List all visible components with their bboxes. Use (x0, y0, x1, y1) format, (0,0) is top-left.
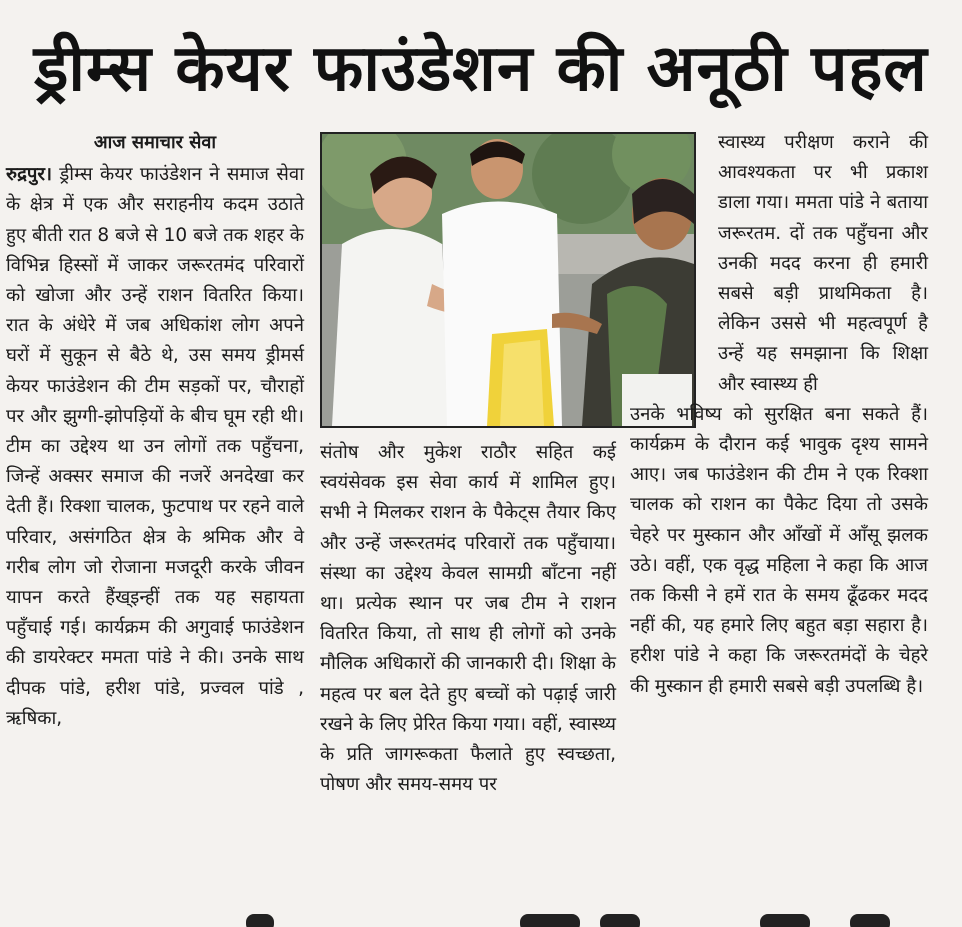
headline: ड्रीम्स केयर फाउंडेशन की अनूठी पहल (34, 32, 928, 106)
article-column-3 (630, 128, 928, 702)
article-column-2 (320, 438, 616, 800)
column-1-body: ड्रीम्स केयर फाउंडेशन ने समाज सेवा के क्षेत्र में एक और सराहनीय कदम उठाते हुए बीती रात 8 बजे से 10 बजे तक शहर के विभिन्न हिस्सों में जाकर जरूरतमंद परिवारों को खोजा और उन्हें राशन वितरित किया। रात के अंधेरे में जब अधिकांश लोग अपने घरों में सुकून से बैठे थे, उस समय ड्रीमर्स केयर फाउंडेशन की टीम सड़कों पर, चौराहों पर और झुग्गी-झोपड़ियों के बीच घूम रही थी। टीम का उद्देश्य था उन लोगों तक पहुँचना, जिन्हें अक्सर समाज की नजरें अनदेखा कर देती हैं। रिक्शा चालक, फुटपाथ पर रहने वाले परिवार, असंगठित क्षेत्र के श्रमिक और वे गरीब लोग जो रोजाना मजदूरी करके जीवन यापन करते हैंख्इन्हीं तक यह सहायता पहुँचाई गई। कार्यक्रम की अगुवाई फाउंडेशन की डायरेक्टर ममता पांडे ने की। उनके साथ दीपक पांडे, हरीश पांडे, प्रज्वल पांडे , ऋषिका, (6, 164, 304, 729)
column-3-bottom-text: उनके भविष्य को सुरक्षित बना सकते हैं। कार्यक्रम के दौरान कई भावुक दृश्य सामने आए। जब फाउंडेशन की टीम ने एक रिक्शा चालक को राशन का पैकेट दिया तो उसके चेहरे पर मुस्कान और आँखों में आँसू झलक उठे। वहीं, एक वृद्ध महिला ने कहा कि आज तक किसी ने हमें रात के समय ढूँढकर मदद नहीं की, यह हमारे लिए बहुत बड़ा सहारा है। हरीश पांडे ने कहा कि जरूरतमंदों के चेहरे की मुस्कान ही हमारी सबसे बड़ी उपलब्धि है। (630, 403, 928, 697)
next-headline-fragment (0, 906, 962, 927)
dateline: रुद्रपुर। (6, 164, 52, 186)
column-1-text (6, 160, 304, 734)
byline: आज समाचार सेवा (93, 132, 217, 153)
article-column-1 (6, 128, 304, 734)
column-2-text: संतोष और मुकेश राठौर सहित कई स्वयंसेवक इस सेवा कार्य में शामिल हुए। सभी ने मिलकर राशन के पैकेट्स तैयार किए और उन्हें जरूरतमंद परिवारों तक पहुँचाया। संस्था का उद्देश्य केवल सामग्री बाँटना नहीं था। प्रत्येक स्थान पर जब टीम ने राशन वितरित किया, तो साथ ही लोगों को उनके मौलिक अधिकारों की जानकारी दी। शिक्षा के महत्व पर बल देते हुए बच्चों को पढ़ाई जारी रखने के लिए प्रेरित किया गया। वहीं, स्वास्थ्य के प्रति जागरूकता फैलाते हुए स्वच्छता, पोषण और समय-समय पर (320, 442, 616, 796)
column-3-top-text: स्वास्थ्य परीक्षण कराने की आवश्यकता पर भी प्रकाश डाला गया। ममता पांडे ने बताया जरूरतम. दों तक पहुँचना और उनकी मदद करना ही हमारी सबसे बड़ी प्राथमिकता है। लेकिन उससे भी महत्वपूर्ण है उन्हें यह समझाना कि शिक्षा और स्वास्थ्य ही (718, 132, 928, 395)
